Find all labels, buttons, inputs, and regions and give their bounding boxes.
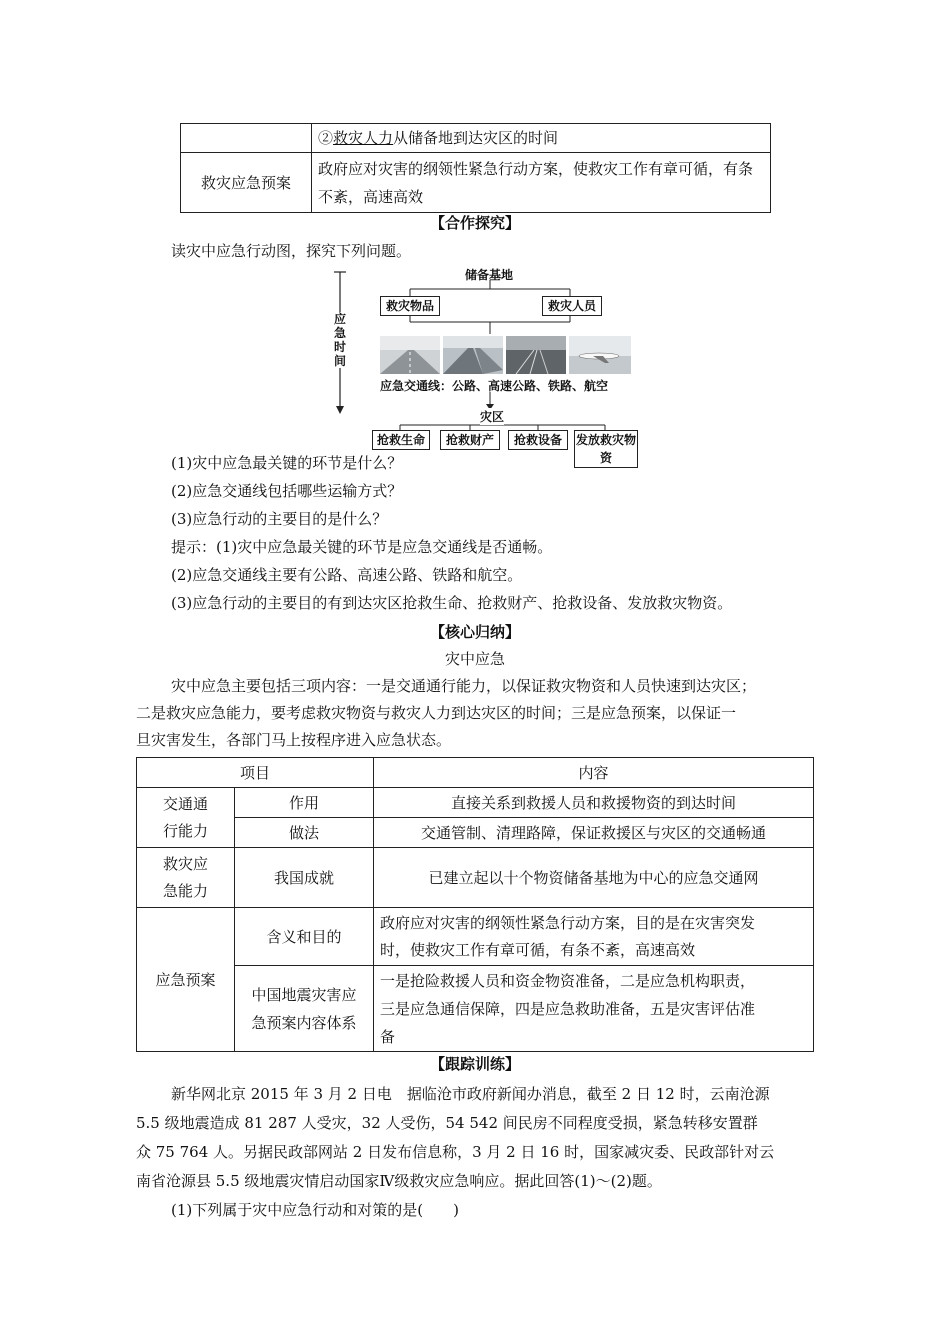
hint-3: (3)应急行动的主要目的有到达灾区抢救生命、抢救财产、抢救设备、发放救灾物资。 <box>171 594 733 612</box>
core-para-line1: 灾中应急主要包括三项内容：一是交通通行能力，以保证救灾物资和人员快速到达灾区； <box>171 677 757 695</box>
method-text: 交通管制、清理路障，保证救援区与灾区的交通畅通 <box>374 818 814 848</box>
intro-text: 读灾中应急行动图，探究下列问题。 <box>171 242 412 260</box>
news-line1: 新华网北京 2015 年 3 月 2 日电 据临沧市政府新闻办消息，截至 2 日 12 时，云南沧源 <box>171 1085 770 1103</box>
road-photo <box>380 336 440 374</box>
meaning-line2: 时，使救灾工作有章可循，有条不紊，高速高效 <box>380 940 696 959</box>
emergency-plan-label: 应急预案 <box>137 908 235 1052</box>
top-table <box>180 123 771 213</box>
core-title: 灾中应急 <box>444 650 505 668</box>
hint-1: 提示：(1)灾中应急最关键的环节是应急交通线是否通畅。 <box>171 538 553 556</box>
axis-char: 应 <box>333 312 346 326</box>
top-table-row2-text: 政府应对灾害的纲领性紧急行动方案，使救灾工作有章可循，有条不紊，高速高效 <box>312 153 771 213</box>
relief-goods-box: 救灾物品 <box>380 296 440 316</box>
effect-label: 作用 <box>235 788 374 818</box>
question-3: (3)应急行动的主要目的是什么？ <box>171 510 388 528</box>
meaning-line1: 政府应对灾害的纲领性紧急行动方案，目的是在灾害突发 <box>380 913 756 932</box>
system-label-line2: 急预案内容体系 <box>251 1013 357 1032</box>
meaning-label: 含义和目的 <box>235 908 374 966</box>
aviation-photo <box>569 336 631 374</box>
rescue-label-line1: 救灾应 <box>162 854 208 873</box>
action-save-property: 抢救财产 <box>440 430 500 450</box>
col-header-content: 内容 <box>374 758 814 788</box>
top-table-row1 <box>312 124 771 153</box>
row-traffic-capacity <box>137 788 235 848</box>
method-label: 做法 <box>235 818 374 848</box>
question-1: (1)灾中应急最关键的环节是什么？ <box>171 454 403 472</box>
axis-label <box>332 312 348 368</box>
highway-photo <box>443 336 503 374</box>
axis-char: 时 <box>333 340 346 354</box>
relief-people-box: 救灾人员 <box>542 296 602 316</box>
section-heading-track: 【跟踪训练】 <box>429 1055 520 1073</box>
news-line4: 南省沧源县 5.5 级地震灾情启动国家Ⅳ级救灾应急响应。据此回答(1)～(2)题。 <box>136 1172 662 1190</box>
col-header-item: 项目 <box>137 758 374 788</box>
railway-photo <box>506 336 566 374</box>
action-save-lives: 抢救生命 <box>372 430 430 450</box>
row-rescue-capacity <box>137 848 235 908</box>
question-2: (2)应急交通线包括哪些运输方式？ <box>171 482 403 500</box>
system-line1: 一是抢险救援人员和资金物资准备，二是应急机构职责， <box>380 971 756 990</box>
emergency-diagram <box>320 264 640 465</box>
news-line3: 众 75 764 人。另据民政部网站 2 日发布信息称，3 月 2 日 16 时，国家减灾委、民政部针对云 <box>136 1143 775 1161</box>
disaster-zone-label: 灾区 <box>480 410 505 424</box>
system-line2: 三是应急通信保障，四是应急救助准备，五是灾害评估准 <box>380 999 756 1018</box>
achievement-label: 我国成就 <box>235 848 374 908</box>
core-table <box>136 757 814 1052</box>
core-para-line2: 二是救灾应急能力，要考虑救灾物资与救灾人力到达灾区的时间；三是应急预案，以保证一 <box>136 704 737 722</box>
system-label <box>235 966 374 1052</box>
core-para-line3: 旦灾害发生，各部门马上按程序进入应急状态。 <box>136 731 452 749</box>
effect-text: 直接关系到救援人员和救援物资的到达时间 <box>374 788 814 818</box>
top-table-row1-text: 从储备地到达灾区的时间 <box>393 129 559 147</box>
section-heading-core: 【核心归纳】 <box>429 623 520 641</box>
traffic-label-line1: 交通通 <box>162 794 208 813</box>
system-label-line1: 中国地震灾害应 <box>251 985 357 1004</box>
axis-char: 间 <box>333 354 346 368</box>
meaning-text <box>374 908 814 966</box>
action-save-equipment: 抢救设备 <box>508 430 568 450</box>
rescue-label-line2: 急能力 <box>162 881 208 900</box>
section-heading-coop: 【合作探究】 <box>429 214 520 232</box>
top-table-label: 救灾应急预案 <box>181 153 312 213</box>
traffic-label-line2: 行能力 <box>162 821 208 840</box>
question-track-1: (1)下列属于灾中应急行动和对策的是( ) <box>171 1201 459 1219</box>
axis-char: 急 <box>333 326 346 340</box>
news-line2: 5.5 级地震造成 81 287 人受灾，32 人受伤，54 542 间民房不同程度受损，紧急转移安置群 <box>136 1114 758 1132</box>
storage-base-label: 储备基地 <box>465 268 514 282</box>
achievement-text: 已建立起以十个物资储备基地为中心的应急交通网 <box>374 848 814 908</box>
transport-lines-label: 应急交通线：公路、高速公路、铁路、航空 <box>380 379 609 393</box>
top-table-empty-cell <box>181 124 312 153</box>
system-text <box>374 966 814 1052</box>
system-line3: 备 <box>380 1027 396 1046</box>
action-distribute-supplies: 发放救灾物资 <box>574 430 638 468</box>
underlined-term: 救灾人力 <box>333 129 394 147</box>
hint-2: (2)应急交通线主要有公路、高速公路、铁路和航空。 <box>171 566 523 584</box>
circled-number: ② <box>318 129 334 147</box>
